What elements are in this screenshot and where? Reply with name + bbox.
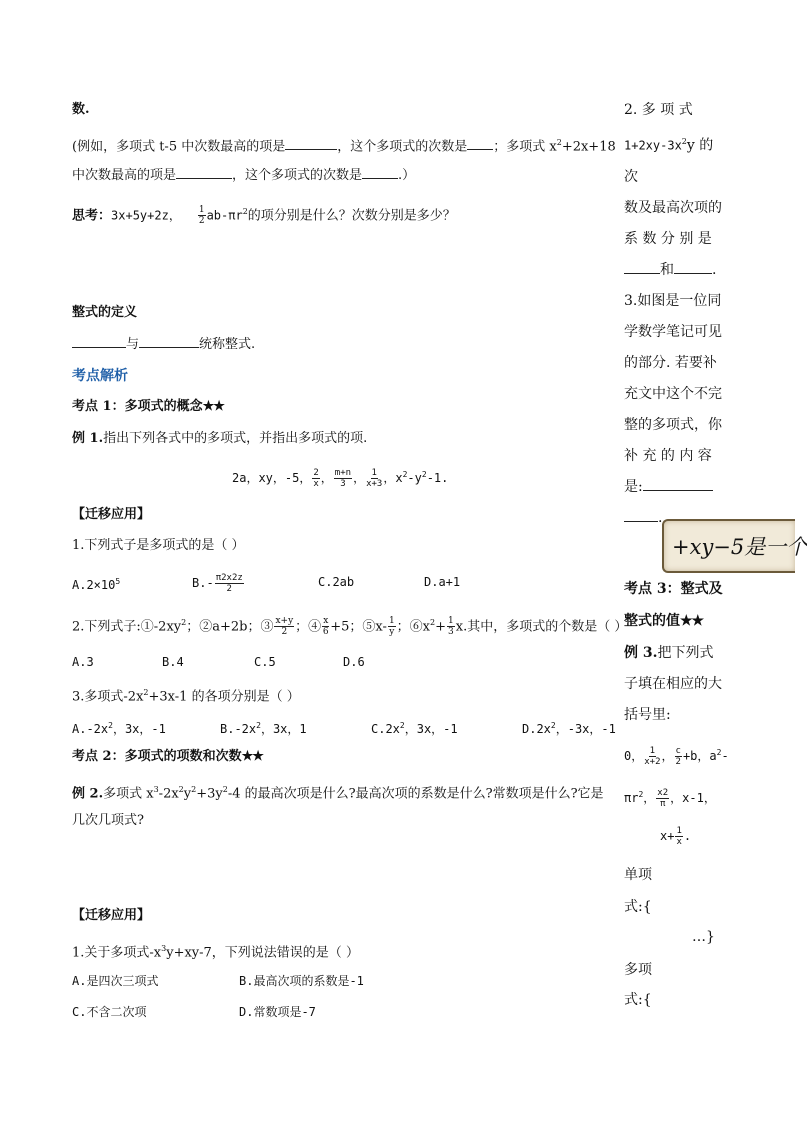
blank-field[interactable] bbox=[624, 261, 660, 274]
blank-field[interactable] bbox=[674, 261, 712, 274]
example1-expressions: 2a，xy，-5， $\frac{2}{x}$ ， $\frac{m+n}{3}$ ， $\frac{1}{x+3}$ ，$x^2-y^2-1$. bbox=[232, 468, 449, 489]
monomial-label: 单项 bbox=[624, 867, 652, 883]
t1-option-d[interactable]: D.常数项是-7 bbox=[239, 1005, 316, 1019]
question-2: 2.下列式子$:①-2xy^2$；②a+2b；③ $\frac{x+y}{2}$ ；④ $\frac{x}{6}$ +5；⑤x- $\frac{1}{y}$ ；$⑥x^2+$ $\frac{1}{3}$ x.其中，多项式的个数是（ ） bbox=[72, 616, 628, 638]
q3-option-b[interactable]: $B.-2x^2$，3x，1 bbox=[220, 721, 307, 736]
t1-option-a[interactable]: A.是四次三项式 bbox=[72, 974, 159, 988]
q2-option-a[interactable]: A.3 bbox=[72, 655, 94, 669]
q3-option-c[interactable]: $C.2x^2$，3x，-1 bbox=[371, 721, 458, 736]
blank-field[interactable] bbox=[176, 166, 232, 179]
definition-line: 与 统称整式. bbox=[72, 335, 255, 354]
transfer-question-1: 1.关于多项式$-x^3y+xy-7$，下列说法错误的是（ ） bbox=[72, 944, 359, 961]
example3-block: 例 3.把下列式 子填在相应的大 括号里: bbox=[624, 645, 722, 723]
think-label: 思考： bbox=[72, 208, 112, 224]
blank-field[interactable] bbox=[624, 509, 658, 522]
think-line: 思考：3x+5y+2z， $\frac{1}{2}$ $ab-\pi r^2$的项分别是什么？次数分别是多少？ bbox=[72, 205, 456, 227]
monomial-set-end: …} bbox=[692, 929, 715, 945]
q2-option-d[interactable]: D.6 bbox=[343, 655, 365, 669]
side-column: 2. 多 项 式 $1+2xy-3x^2y$ 的次 数及最高次项的 系 数 分 别 是 和 . 3.如图是一位同 学数学笔记可见 的部分. 若要补 充文中这个不完 整的多项式，你 补 充 的 内 容 是: . bbox=[624, 102, 722, 526]
example-line-2 bbox=[72, 166, 415, 185]
transfer-heading-2: 【迁移应用】 bbox=[72, 908, 151, 923]
text: ；多项式 x bbox=[493, 139, 557, 155]
example2-line: 例 2.多项式 $x^3-2x^2y^2+3y^2-4$ 的最高次项是什么?最高次项的系数是什么?常数项是什么?它是 bbox=[72, 785, 604, 802]
question-1: 1.下列式子是多项式的是（ ） bbox=[72, 538, 245, 553]
q1-option-a[interactable]: $A.2\times 10^5$ bbox=[72, 577, 121, 592]
blank-field[interactable] bbox=[285, 137, 337, 150]
section-title-definition: 整式的定义 bbox=[72, 305, 138, 320]
polynomial-label: 多项 bbox=[624, 962, 652, 978]
text: 中次数最高的项是 bbox=[72, 168, 177, 183]
q3-option-d[interactable]: $D.2x^2$，-3x，-1 bbox=[522, 721, 616, 736]
star-icon: ★★ bbox=[680, 613, 704, 629]
kp3-heading-2: 整式的值★★ bbox=[624, 613, 704, 629]
text: .） bbox=[398, 168, 416, 183]
text: +2x+18 bbox=[561, 139, 616, 155]
text: ，这个多项式的次数是 bbox=[232, 168, 363, 183]
question-3: 3.多项式$-2x^2+3x-1$ 的各项分别是（ ） bbox=[72, 688, 300, 705]
example-line-1: (例如，多项式 t-5 中次数最高的项是 ，这个多项式的次数是 ；多项式 $x^2+2x+18$ bbox=[72, 138, 616, 155]
star-icon: ★★ bbox=[202, 399, 224, 414]
example1-line: 例 1.指出下列各式中的多项式，并指出多项式的项. bbox=[72, 431, 368, 446]
q3-option-a[interactable]: $A.-2x^2$，3x，-1 bbox=[72, 721, 166, 736]
blank-field[interactable] bbox=[467, 137, 493, 150]
example3-exprs-2: $\pi r^2$， $\frac{x2}{\pi}$ ，x-1， bbox=[624, 788, 716, 809]
kp3-heading: 考点 3：整式及 bbox=[624, 581, 723, 597]
blank-field[interactable] bbox=[643, 478, 713, 491]
kp2-heading: 考点 2：多项式的项数和次数★★ bbox=[72, 749, 263, 764]
star-icon: ★★ bbox=[241, 749, 263, 764]
q1-option-c[interactable]: C.2ab bbox=[318, 575, 355, 589]
text: ，这个多项式的次数是 bbox=[337, 139, 468, 155]
notebook-image: +xy−5是一个 bbox=[662, 519, 795, 573]
polynomial-set[interactable]: 式:{ bbox=[624, 992, 652, 1008]
q2-option-c[interactable]: C.5 bbox=[254, 655, 276, 669]
monomial-set[interactable]: 式:{ bbox=[624, 899, 652, 915]
q1-option-b[interactable]: B.- $\frac{\pi 2x2z}{2}$ bbox=[192, 573, 243, 594]
blank-field[interactable] bbox=[139, 335, 199, 348]
t1-option-b[interactable]: B.最高次项的系数是-1 bbox=[239, 974, 364, 988]
example3-exprs-3: x+ $\frac{1}{x}$ . bbox=[660, 826, 692, 847]
kp1-heading: 考点 1：多项式的概念★★ bbox=[72, 399, 224, 414]
example3-exprs-1: 0， $\frac{1}{x+2}$ ， $\frac{c}{2}$ +b，$a^2-$ bbox=[624, 746, 729, 767]
section-title-analysis: 考点解析 bbox=[72, 368, 128, 384]
transfer-heading: 【迁移应用】 bbox=[72, 507, 151, 522]
text: (例如，多项式 t-5 中次数最高的项是 bbox=[72, 139, 286, 155]
q2-option-b[interactable]: B.4 bbox=[162, 655, 184, 669]
blank-field[interactable] bbox=[72, 335, 126, 348]
q1-option-d[interactable]: D.a+1 bbox=[424, 575, 461, 589]
t1-option-c[interactable]: C.不含二次项 bbox=[72, 1005, 147, 1019]
blank-field[interactable] bbox=[362, 166, 398, 179]
example2-line-2: 几次几项式? bbox=[72, 813, 144, 828]
fragment-text: 数. bbox=[72, 102, 90, 117]
